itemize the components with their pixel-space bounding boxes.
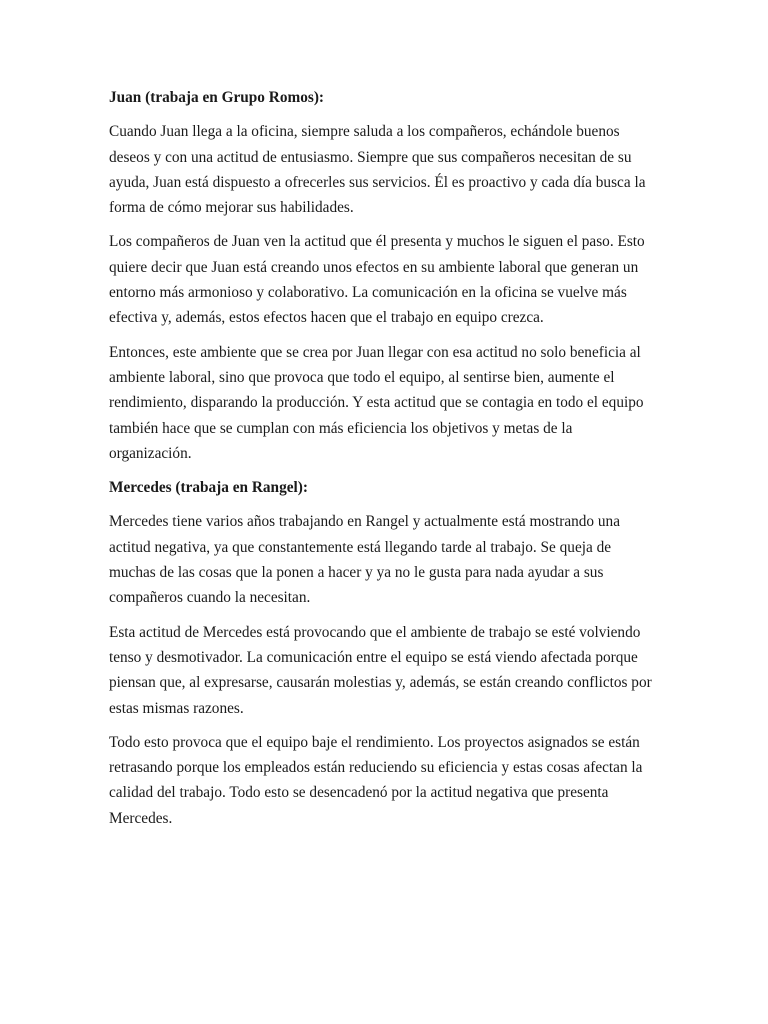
paragraph: Entonces, este ambiente que se crea por Juan llegar con esa actitud no solo beneficia al ambiente laboral, sino que provoca que todo el equipo, al sentirse bien, aumente el rendimiento, disparando la producción. Y esta actitud que se contagia en todo el equipo también hace que se cumplan con más eficiencia los objetivos y metas de la organización. — [109, 343, 644, 462]
section-mercedes — [109, 475, 657, 831]
paragraph: Cuando Juan llega a la oficina, siempre saluda a los compañeros, echándole buenos deseos y con una actitud de entusiasmo. Siempre que sus compañeros necesitan de su ayuda, Juan está dispuesto a ofrecerles sus servicios. Él es proactivo y cada día busca la forma de cómo mejorar sus habilidades. — [109, 123, 646, 217]
paragraph: Todo esto provoca que el equipo baje el rendimiento. Los proyectos asignados se están retrasando porque los empleados están reduciendo su eficiencia y estas cosas afectan la calidad del trabajo. Todo esto se desencadenó por la actitud negativa que presenta Mercedes. — [109, 733, 643, 827]
paragraph: Esta actitud de Mercedes está provocando que el ambiente de trabajo se esté volviendo tenso y desmotivador. La comunicación entre el equipo se está viendo afectada porque piensan que, al expresarse, causarán molestias y, además, se están creando conflictos por estas mismas razones. — [109, 623, 652, 717]
paragraph: Mercedes tiene varios años trabajando en Rangel y actualmente está mostrando una actitud negativa, ya que constantemente está llegando tarde al trabajo. Se queja de muchas de las cosas que la ponen a hacer y ya no le gusta para nada ayudar a sus compañeros cuando la necesitan. — [109, 513, 620, 607]
section-heading: Juan (trabaja en Grupo Romos): — [109, 89, 325, 106]
document-page — [109, 85, 657, 840]
paragraph: Los compañeros de Juan ven la actitud que él presenta y muchos le siguen el paso. Esto quiere decir que Juan está creando unos efectos en su ambiente laboral que generan un entorno más armonioso y colaborativo. La comunicación en la oficina se vuelve más efectiva y, además, estos efectos hacen que el trabajo en equipo crezca. — [109, 233, 645, 327]
section-juan — [109, 85, 657, 466]
section-heading: Mercedes (trabaja en Rangel): — [109, 479, 308, 497]
